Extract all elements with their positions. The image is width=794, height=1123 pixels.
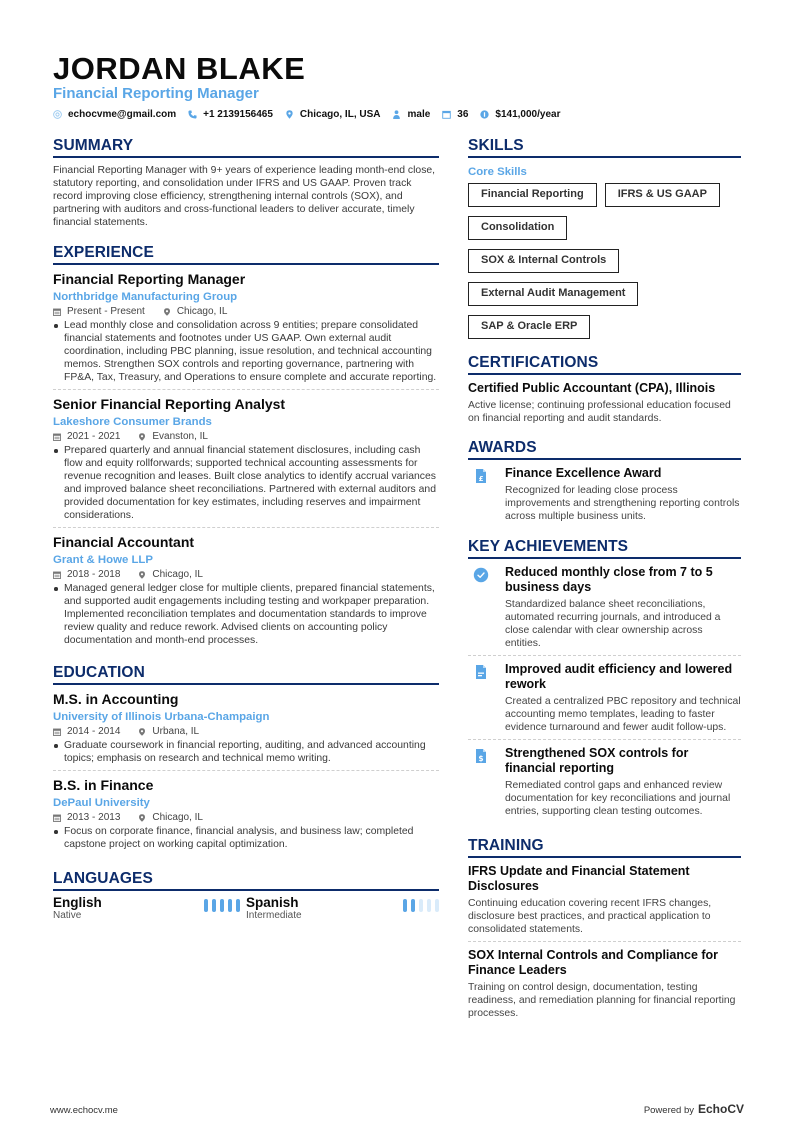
section-heading-certifications: CERTIFICATIONS — [468, 354, 741, 375]
footer-powered-by[interactable] — [644, 1102, 744, 1116]
skill-chip: SOX & Internal Controls — [468, 249, 619, 273]
location-pin-icon — [285, 110, 294, 119]
degree-title: M.S. in Accounting — [53, 691, 179, 707]
edu-bullets — [53, 739, 439, 765]
location-pin-icon — [163, 308, 171, 316]
contact-phone[interactable]: +1 2139156465 — [188, 108, 273, 121]
location-pin-icon — [138, 571, 146, 579]
awards-section — [468, 439, 741, 528]
job-bullets — [53, 582, 439, 647]
edu-location: Urbana, IL — [152, 726, 200, 737]
achievement-title: Strengthened SOX controls for financial reporting — [505, 746, 689, 775]
experience-entry — [53, 389, 439, 527]
job-location: Evanston, IL — [152, 431, 208, 442]
achievement-entry — [468, 739, 741, 823]
location-pin-icon — [138, 814, 146, 822]
section-heading-education: EDUCATION — [53, 664, 439, 685]
certification-entry — [468, 375, 741, 425]
skill-chip: Consolidation — [468, 216, 567, 240]
skills-section — [468, 137, 741, 348]
location-pin-icon — [138, 728, 146, 736]
bar-filled — [403, 899, 407, 912]
bullet-item: Graduate coursework in financial reporting, auditing, and advanced accounting topics; emphasis on research and technical memo writing. — [53, 739, 439, 765]
candidate-title: Financial Reporting Manager — [53, 85, 259, 102]
summary-text: Financial Reporting Manager with 9+ years of experience leading month-end close, statutory reporting, and consolidation under IFRS and US GAAP. Proven track record improving close efficiency, strengthening internal controls (SOX), and partnering with auditors and cross-functional leaders to deliver accurate, timely financial statements. — [53, 165, 436, 228]
brand-logo-text: EchoCV — [697, 1102, 744, 1116]
language-item — [53, 895, 246, 921]
job-dates: 2021 - 2021 — [67, 431, 121, 442]
achievement-title: Reduced monthly close from 7 to 5 business days — [505, 565, 713, 594]
degree-title: B.S. in Finance — [53, 777, 154, 793]
languages-list — [53, 895, 439, 921]
summary-section — [53, 137, 439, 229]
bar-filled — [212, 899, 216, 912]
dollar-document-icon — [473, 748, 489, 764]
bar-empty — [435, 899, 439, 912]
proficiency-bars — [200, 899, 246, 912]
person-icon — [392, 110, 401, 119]
section-heading-experience: EXPERIENCE — [53, 244, 439, 265]
achievements-section — [468, 538, 741, 823]
achievement-entry — [468, 559, 741, 655]
contact-bar — [53, 108, 572, 121]
skill-chip: Financial Reporting — [468, 183, 597, 207]
skill-group-label: Core Skills — [468, 166, 527, 178]
bar-filled — [220, 899, 224, 912]
dollar-circle-icon — [480, 110, 489, 119]
section-heading-summary: SUMMARY — [53, 137, 439, 158]
training-entry — [468, 941, 741, 1025]
certification-desc: Active license; continuing professional education focused on financial reporting and audit standards. — [468, 400, 731, 424]
right-column — [468, 137, 741, 1025]
language-name: Spanish — [246, 895, 299, 910]
calendar-icon — [53, 433, 61, 441]
bar-filled — [204, 899, 208, 912]
job-title: Financial Accountant — [53, 534, 195, 550]
job-dates: Present - Present — [67, 306, 145, 317]
training-desc: Continuing education covering recent IFRS changes, disclosure best practices, and practical application to consolidated statements. — [468, 898, 712, 935]
language-level: Native — [53, 910, 82, 921]
bar-empty — [427, 899, 431, 912]
company-name: Northbridge Manufacturing Group — [53, 291, 238, 303]
school-name: University of Illinois Urbana-Champaign — [53, 711, 270, 723]
edu-dates: 2013 - 2013 — [67, 812, 121, 823]
achievement-entry — [468, 655, 741, 739]
experience-entry — [53, 265, 439, 389]
section-heading-languages: LANGUAGES — [53, 870, 439, 891]
svg-text:$: $ — [478, 754, 484, 763]
proficiency-bars — [399, 899, 439, 912]
powered-by-label: Powered by — [643, 1105, 694, 1116]
job-bullets — [53, 319, 439, 384]
bar-filled — [236, 899, 240, 912]
school-name: DePaul University — [53, 797, 150, 809]
training-desc: Training on control design, documentation, testing readiness, and remediation planning for financial reporting processes. — [468, 982, 736, 1019]
bar-filled — [411, 899, 415, 912]
training-section — [468, 837, 741, 1025]
entry-meta — [53, 725, 439, 738]
calendar-icon — [53, 814, 61, 822]
experience-entry — [53, 527, 439, 652]
pound-document-icon — [473, 468, 489, 484]
entry-meta — [53, 305, 439, 318]
section-heading-achievements: KEY ACHIEVEMENTS — [468, 538, 741, 559]
entry-meta — [53, 568, 439, 581]
training-title: SOX Internal Controls and Compliance for Finance Leaders — [468, 948, 719, 977]
entry-meta — [53, 811, 439, 824]
achievement-desc: Standardized balance sheet reconciliations, automated recurring journals, and introduced a close calendar with clear ownership across entities. — [505, 599, 721, 649]
languages-section — [53, 870, 439, 921]
calendar-icon — [442, 110, 451, 119]
training-entry — [468, 858, 741, 941]
at-icon — [53, 110, 62, 119]
company-name: Lakeshore Consumer Brands — [53, 416, 212, 428]
edu-location: Chicago, IL — [152, 812, 203, 823]
company-name: Grant & Howe LLP — [53, 554, 153, 566]
entry-meta — [53, 430, 439, 443]
achievement-desc: Created a centralized PBC repository and technical accounting memo templates, leading to faster evidence turnaround and fewer audit follow-ups. — [505, 696, 741, 733]
contact-email[interactable]: echocvme@gmail.com — [53, 108, 176, 121]
section-heading-training: TRAINING — [468, 837, 741, 858]
award-desc: Recognized for leading close process improvements and strengthening reporting controls across multiple business units. — [505, 485, 740, 522]
contact-salary: $141,000/year — [480, 108, 560, 121]
contact-location: Chicago, IL, USA — [285, 108, 381, 121]
award-title: Finance Excellence Award — [505, 466, 662, 480]
bullet-item: Focus on corporate finance, financial analysis, and business law; completed capstone project on working capital optimization. — [53, 825, 439, 851]
skill-chips — [468, 183, 741, 348]
education-entry — [53, 685, 439, 770]
achievement-title: Improved audit efficiency and lowered rework — [505, 662, 733, 691]
bar-filled — [228, 899, 232, 912]
skill-chip: IFRS & US GAAP — [605, 183, 720, 207]
skill-chip: SAP & Oracle ERP — [468, 315, 590, 339]
certifications-section — [468, 354, 741, 425]
bullet-item: Lead monthly close and consolidation across 9 entities; prepare consolidated financial statements and footnotes under US GAAP. Own external audit coordination, including PBC planning, issue resolution, and technical accounting memos. Strengthen SOX controls and reporting governance, partnering with FP&A, Tax, Treasury, and Operations to ensure complete and accurate reporting. — [53, 319, 439, 384]
education-entry — [53, 770, 439, 856]
edu-dates: 2014 - 2014 — [67, 726, 121, 737]
award-entry — [468, 460, 741, 528]
experience-section — [53, 244, 439, 652]
achievement-desc: Remediated control gaps and enhanced review documentation for key reconciliations and journal entries, supporting clean testing outcomes. — [505, 780, 731, 817]
edu-bullets — [53, 825, 439, 851]
bar-empty — [419, 899, 423, 912]
education-section — [53, 664, 439, 856]
job-bullets — [53, 444, 439, 522]
language-item — [246, 895, 439, 921]
phone-icon — [188, 110, 197, 119]
job-location: Chicago, IL — [176, 306, 228, 317]
job-title: Financial Reporting Manager — [53, 271, 246, 287]
calendar-icon — [53, 728, 61, 736]
section-heading-skills: SKILLS — [468, 137, 741, 158]
calendar-icon — [53, 308, 61, 316]
job-title: Senior Financial Reporting Analyst — [53, 396, 286, 412]
language-level: Intermediate — [246, 910, 302, 921]
contact-age: 36 — [442, 108, 468, 121]
svg-text:£: £ — [478, 474, 484, 483]
location-pin-icon — [138, 433, 146, 441]
training-title: IFRS Update and Financial Statement Disclosures — [468, 864, 690, 893]
calendar-icon — [53, 571, 61, 579]
check-circle-icon — [473, 567, 489, 583]
candidate-name: JORDAN BLAKE — [53, 51, 306, 86]
document-icon — [473, 664, 489, 680]
job-dates: 2018 - 2018 — [67, 569, 121, 580]
skill-chip: External Audit Management — [468, 282, 638, 306]
contact-gender: male — [392, 108, 430, 121]
section-heading-awards: AWARDS — [468, 439, 741, 460]
certification-title: Certified Public Accountant (CPA), Illinois — [468, 381, 716, 395]
job-location: Chicago, IL — [152, 569, 203, 580]
bullet-item: Prepared quarterly and annual financial statement disclosures, including cash flow and equity rollforwards; supported technical accounting assessments for revenue recognition and leases. Built close analytics to identify accrual variances and improved balance sheet reconciliations. Partnered with external auditors and provided documentation for key estimates, including reserves and impairment considerations. — [53, 444, 439, 522]
footer-website-link[interactable]: www.echocv.me — [50, 1105, 118, 1116]
left-column — [53, 137, 439, 921]
bullet-item: Managed general ledger close for multiple clients, prepared financial statements, and supported audit engagements including testing and workpaper preparation. Implemented reconciliation templates and documentation standards to improve review quality and reduce rework. Advised clients on accounting policy documentation and month-end processes. — [53, 582, 439, 647]
language-name: English — [53, 895, 102, 910]
